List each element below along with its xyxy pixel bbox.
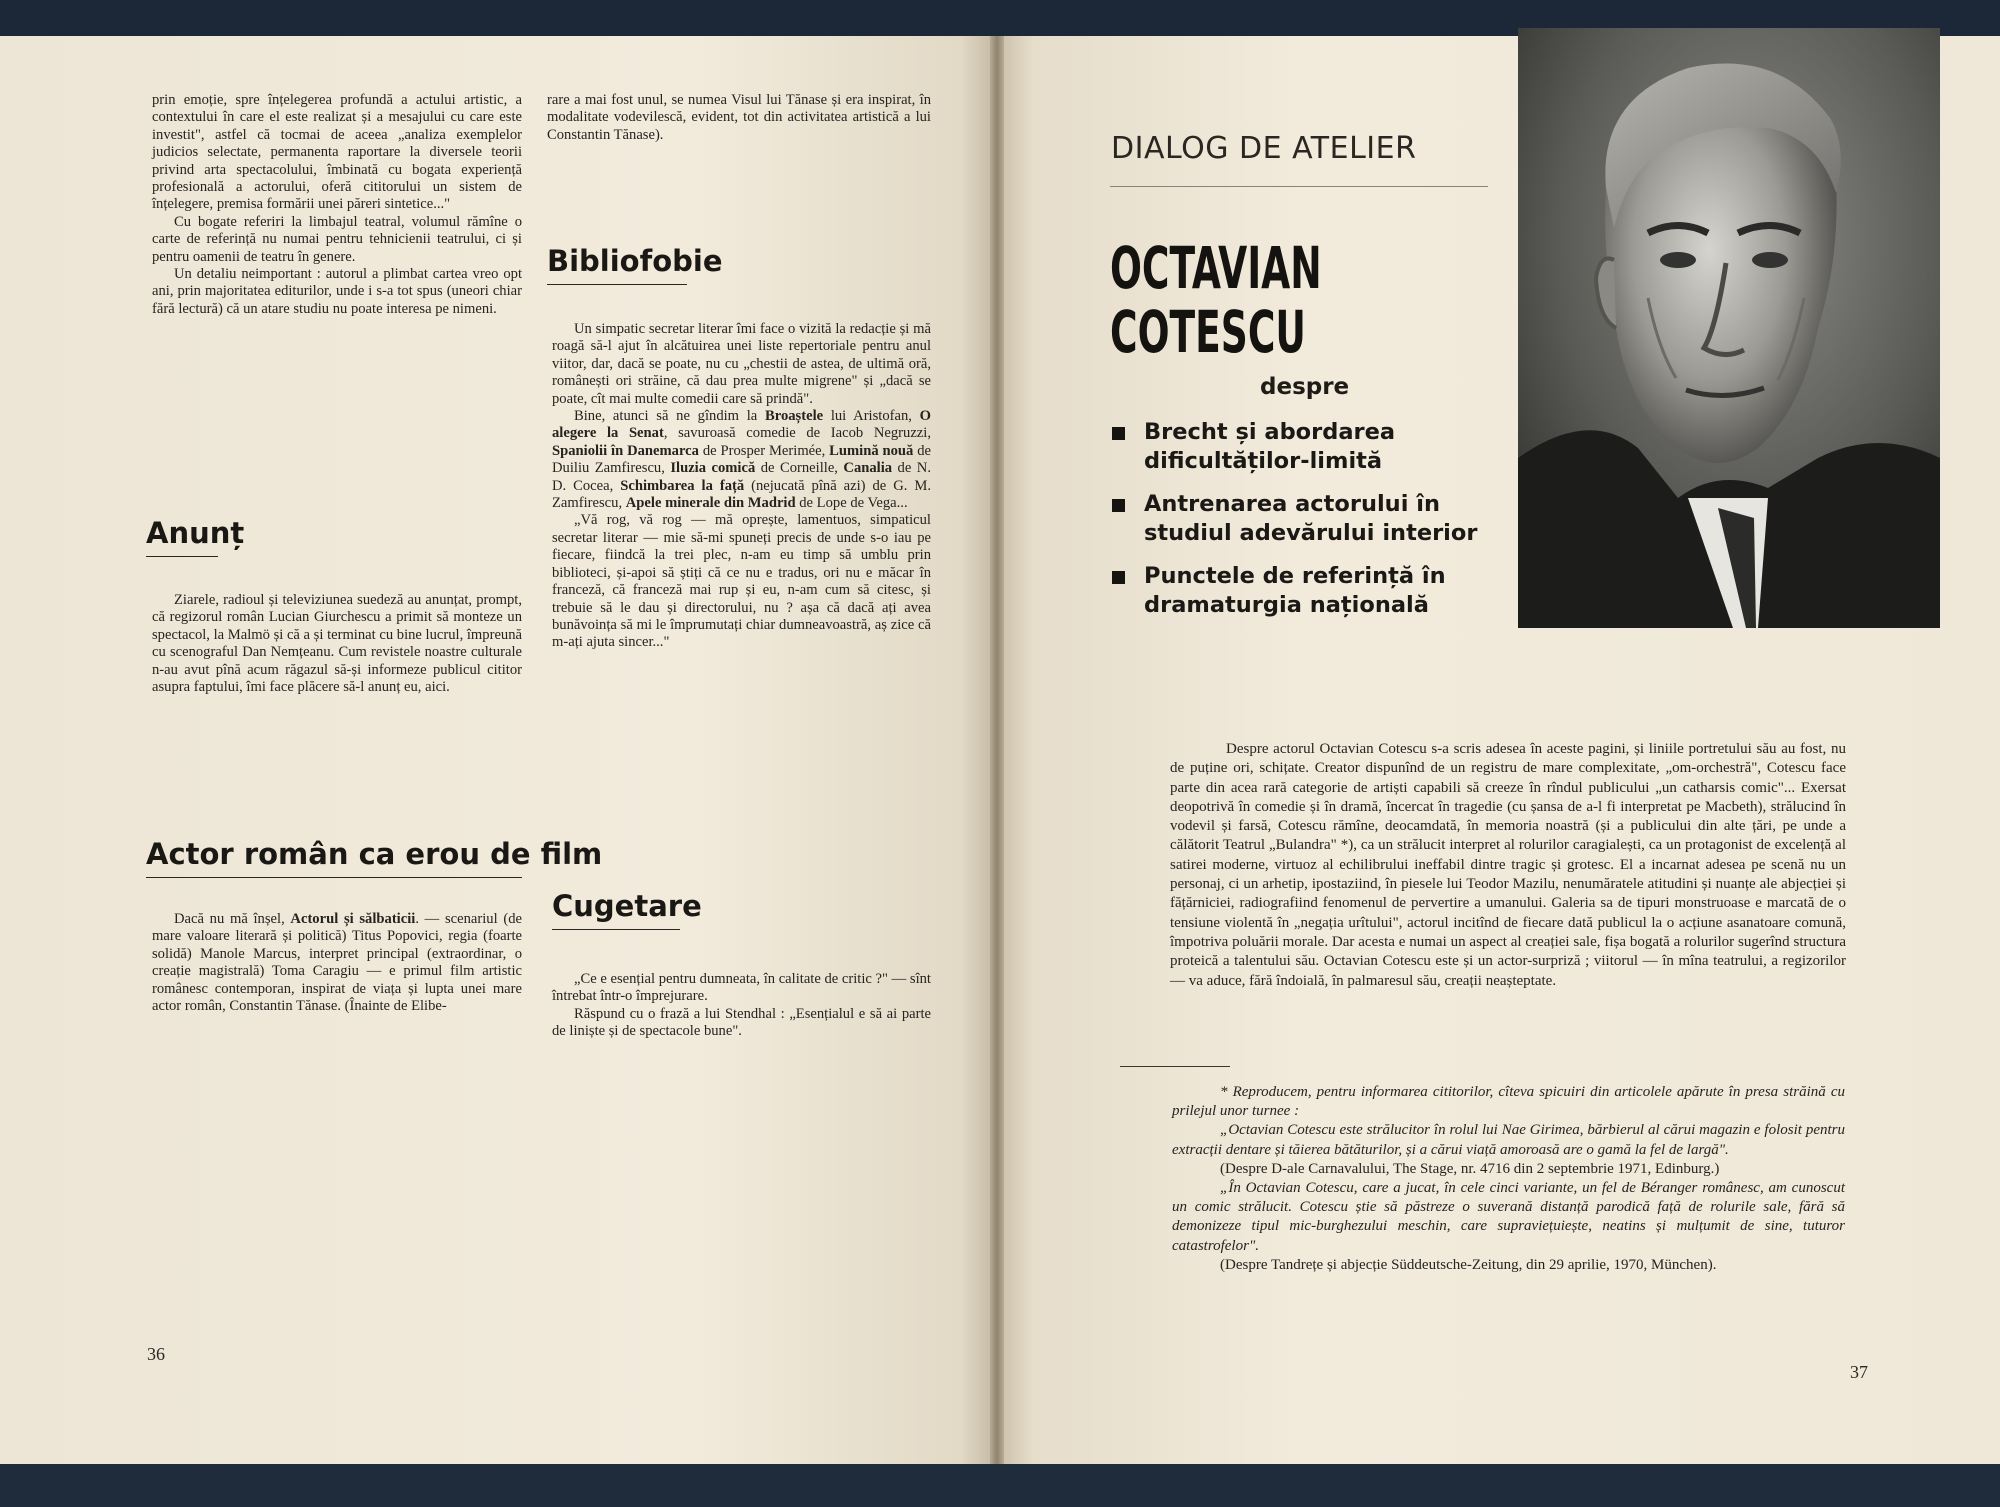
topic-label: Brecht și abordarea dificultăților-limită (1144, 419, 1396, 474)
footnote-rule (1120, 1066, 1230, 1067)
section-kicker: DIALOG DE ATELIER (1111, 131, 1417, 166)
play-title: Lumină nouă (829, 442, 914, 459)
book-cover-bottom-edge (0, 1460, 2000, 1507)
press-quote-text: „În Octavian Cotescu, care a jucat, în cele cinci variante, un fel de Béranger românesc, am cunoscut un comic strălucit. Cotescu știe să păstreze o suverană distanță parodică față de rolurile sale, fără să demonizeze tipul mic-burghezului meschin, care supraviețuiește, neatins și mulțumit de sine, tuturor catastrofelor". (1172, 1180, 1845, 1254)
actor-paragraph (152, 911, 522, 1015)
page-number-left: 36 (147, 1344, 165, 1364)
press-quote (1172, 1179, 1845, 1256)
bibliofobie-text-part: (nejucată pînă azi) de G. M. Zamfirescu, (552, 477, 931, 512)
column2-top-text (547, 92, 931, 144)
play-title: Canalia (843, 460, 893, 477)
footnotes (1172, 1083, 1845, 1275)
footnote-intro (1172, 1083, 1845, 1121)
anunt-title-rule (146, 556, 218, 557)
anunt-title: Anunț (146, 516, 245, 550)
actor-text-part: . — scenariul (de mare valoare literară și politică) Titus Popovici, regia (foarte solidă) Manole Marcus, interpret principal (extraordinar, o creație magistrală) Toma Caragiu — e primul film artistic românesc contemporan, inspirat de viața și lupta unei mare actor român, Constantin Tănase. (Înainte de Elibe- (152, 911, 522, 1015)
topic-item (1110, 562, 1510, 620)
page-number-right: 37 (1850, 1362, 1868, 1382)
name-first: OCTAVIAN (1110, 234, 1322, 302)
bibliofobie-paragraph (552, 408, 931, 512)
bibliofobie-text-part: de Lope de Vega... (795, 495, 908, 512)
play-title: Iluzia comică (670, 460, 756, 477)
portrait-photo (1518, 28, 1940, 628)
press-source: (Despre Tandrețe și abjecție Süddeutsche-Zeitung, din 29 aprilie, 1970, München). (1220, 1256, 1717, 1273)
play-title: Apele minerale din Madrid (625, 495, 796, 512)
bibliofobie-title-rule (547, 284, 687, 285)
intro-article-text (1170, 740, 1846, 991)
name-last: COTESCU (1110, 298, 1306, 366)
footnote-intro-text: * Reproducem, pentru informarea cititorilor, cîteva spicuiri din articolele apărute în presa străină cu prilejul unor turnee : (1172, 1084, 1845, 1120)
bibliofobie-text-part: de Prosper Merimée, (698, 442, 830, 459)
bibliofobie-text-part: de N. D. Cocea, (552, 460, 931, 494)
square-bullet-icon (1112, 571, 1125, 584)
anunt-text (152, 592, 522, 696)
play-title: O alegere la Senat (552, 408, 931, 442)
bibliofobie-paragraph: „Vă rog, vă rog — mă oprește, lamentuos, simpaticul secretar literar — mie să-mi spuneți precis de unde s-o iau pe fiecare, fiindcă la trei plec, n-am eu timp să umblu prin biblioteci, și-apoi să știți că ce nu e tradus, ori nu e măcar în franceză, că franceză mai rup și eu, n-am cum să citesc, și trebuie să le dau și directorului, nu ? așa că dacă ați avea bunăvoința să mi le împrumutați chiar dumneavoastră, aș zice că m-ați ajuta sincer..." (552, 512, 931, 651)
anunt-paragraph: Ziarele, radioul și televiziunea suedeză au anunțat, prompt, că regizorul român Lucian Giurchescu a primit să monteze un spectacol, la Malmö și că a și terminat cu bine lucrul, împreună cu scenograful Dan Nemțeanu. Cum revistele noastre culturale n-au avut pînă acum răgazul să-și informeze publicul cititor asupra faptului, îmi face plăcere să-l anunț eu, aici. (152, 592, 522, 696)
book-gutter (990, 36, 1004, 1464)
actor-text-part: Dacă nu mă înșel, (174, 911, 291, 927)
cugetare-title: Cugetare (552, 889, 702, 923)
intro-text-column (152, 92, 522, 318)
bibliofobie-text-part: Bine, atunci să ne gîndim la (574, 408, 766, 425)
topic-item (1110, 490, 1510, 548)
actor-title-rule (146, 877, 522, 878)
intro-article-paragraph: Despre actorul Octavian Cotescu s-a scris adesea în aceste pagini, și liniile portretului său au fost, nu de puține ori, schițate. Creator dispunînd de un registru de mare complexitate, „om-orchestră", Cotescu face parte din acea rară categorie de artiști capabili să creeze în rîndul publicului „un catharsis comic"... Exersat deopotrivă în comedie și în dramă, încercat în tragedie (cu șansa de a-l fi interpretat pe Macbeth), strălucind în vodevil și farsă, Cotescu rămîne, deocamdată, în memoria noastră (și a publicului din alte țări, pe unde a călătorit Teatrul „Bulandra" *), ca un strălucit interpret al rolurilor caragialești, ca un protagonist de excelență al satirei moderne, virtuoz al echilibrului ineffabil dintre tragic și grotesc. El a incarnat adesea pe scenă nu un personaj, ci un arhetip, ipostaziind, în piesele lui Teodor Mazilu, nenumăratele atitudini și nuanțe ale abjecției și fățărniciei, radiografiind fenomenul de pervertire a umanului. Galeria sa de tipuri monstruoase e marcată de o tensiune violentă în „negația urîtului", actorul incitînd de fiecare dată publicul la o acțiune asanatoare comună, împotriva poluării morale. Dar acesta e numai un aspect al creației sale, fișa bogată a rolurilor sugerînd structura proteică a talentului său. Octavian Cotescu este și un actor-surpriză ; viitorul — în mîna teatrului, a regizorilor — va aduce, fără îndoială, în palmaresul său, creații neașteptate. (1170, 741, 1846, 989)
film-title: Actorul și sălbaticii (290, 911, 416, 927)
square-bullet-icon (1112, 427, 1125, 440)
bibliofobie-text-part: lui Aristofan, (823, 408, 920, 425)
cugetare-paragraph: „Ce e esențial pentru dumneata, în calitate de critic ?" — sînt întrebat într-o împrejurare. (552, 971, 931, 1005)
topic-label: Punctele de referință în dramaturgia națională (1144, 563, 1446, 618)
play-title: Spaniolii în Danemarca (552, 442, 699, 459)
play-title: Broaștele (765, 408, 824, 425)
actor-text (152, 911, 522, 1015)
column2-top-paragraph: rare a mai fost unul, se numea Visul lui Tănase și era inspirat, în modalitate vodevilescă, evident, tot din activitatea artistică a lui Constantin Tănase). (547, 92, 931, 143)
bibliofobie-text-part: de Corneille, (755, 460, 844, 477)
cugetare-title-rule (552, 929, 680, 930)
actor-title: Actor român ca erou de film (146, 837, 603, 871)
bibliofobie-text-part: , savuroasă comedie de Iacob Negruzzi, (663, 425, 931, 442)
intro-paragraph: Un detaliu neimportant : autorul a plimbat cartea vreo opt ani, prin majoritatea editurilor, unde i s-a tot spus (uneori chiar fără lectură) că un atare studiu nu poate interesa pe nimeni. (152, 266, 522, 317)
intro-paragraph: Cu bogate referiri la limbajul teatral, volumul rămîne o carte de referință nu numai pentru tehnicienii teatrului, ci și pentru oamenii de teatru în genere. (152, 213, 522, 265)
press-quote (1172, 1121, 1845, 1159)
bibliofobie-text-part: de Duiliu Zamfirescu, (552, 442, 931, 477)
topic-item (1110, 418, 1510, 476)
intro-paragraph: prin emoție, spre înțelegerea profundă a actului artistic, a contextului în care el este realizat și a mesajului cu care este investit", astfel că tocmai de aceea „analiza exemplelor judicios selectate, permanenta raportare la diversele teorii privind arta spectacolului, îmbinată cu bogata experiență profesională a actorului, oferă cititorului un sistem de înțelegere, premisa formării unei păreri sintetice..." (152, 92, 522, 213)
cugetare-paragraph: Răspund cu o frază a lui Stendhal : „Esențialul e să ai parte de liniște și de spectacole bune". (552, 1005, 931, 1040)
despre-label: despre (1260, 374, 1350, 400)
cugetare-text (552, 971, 931, 1041)
topic-label: Antrenarea actorului în studiul adevărului interior (1144, 491, 1478, 546)
topics-list (1110, 418, 1510, 634)
square-bullet-icon (1112, 499, 1125, 512)
play-title: Schimbarea la față (620, 477, 745, 494)
interview-subject-name (1110, 236, 1322, 364)
kicker-rule (1110, 186, 1488, 187)
bibliofobie-paragraph: Un simpatic secretar literar îmi face o vizită la redacție și mă roagă să-l ajut în alcătuirea unei liste repertoriale pentru anul viitor, dar, dacă se poate, nu cu „chestii de astea, de ultimă oră, românești ori străine, că dau prea multe migrene" și „dacă se poate, cît mai multe comedii care să prindă". (552, 321, 931, 407)
bibliofobie-text (552, 321, 931, 652)
press-source: (Despre D-ale Carnavalului, The Stage, nr. 4716 din 2 septembrie 1971, Edinburg.) (1220, 1160, 1720, 1177)
bibliofobie-title: Bibliofobie (547, 244, 723, 278)
press-quote-text: „Octavian Cotescu este strălucitor în rolul lui Nae Girimea, bărbierul al cărui magazin e folosit pentru extracții dentare și tăierea bătăturilor, și a cărui viață amoroasă are o gamă la fel de largă". (1172, 1122, 1845, 1158)
